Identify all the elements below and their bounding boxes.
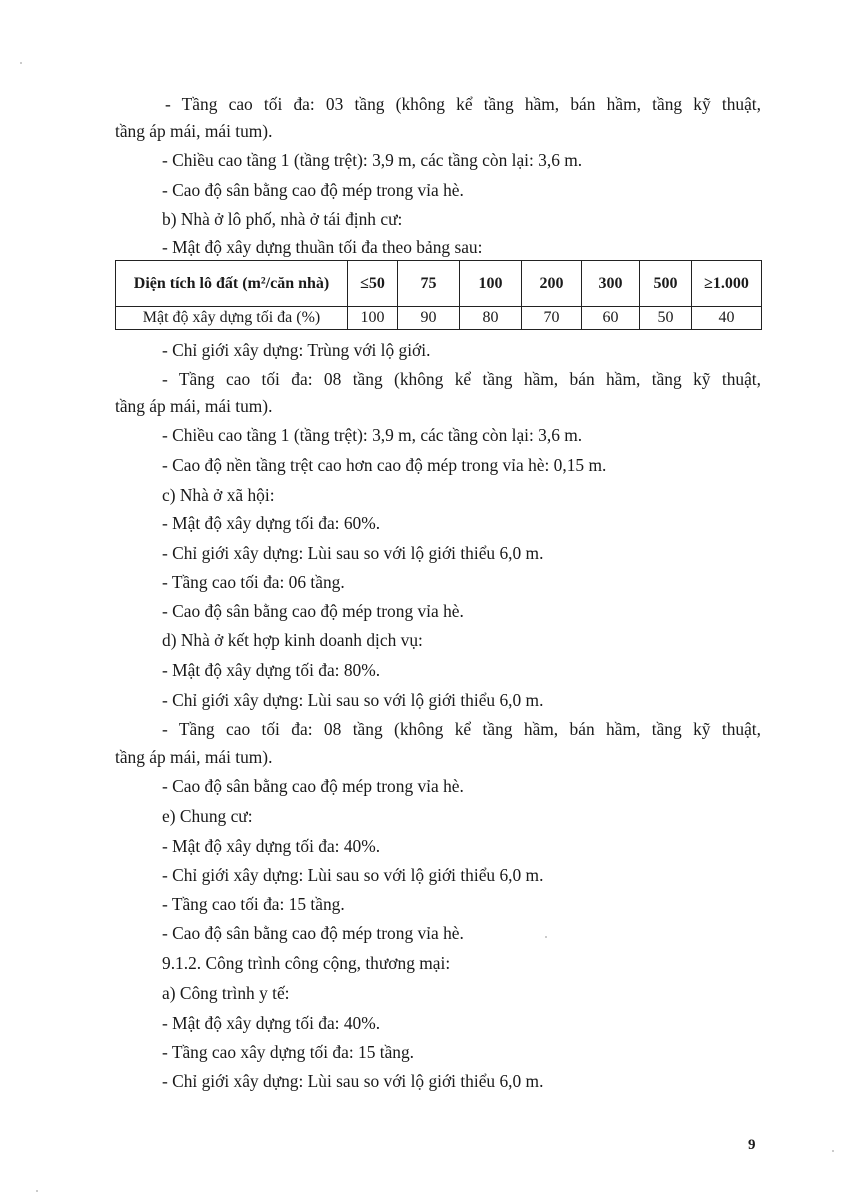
text-line: - Chỉ giới xây dựng: Lùi sau so với lộ giới thiểu 6,0 m. <box>162 865 544 885</box>
table-area-cell: 200 <box>522 261 582 307</box>
table-header-label: Diện tích lô đất (m²/căn nhà) <box>116 261 348 307</box>
text-line: b) Nhà ở lô phố, nhà ở tái định cư: <box>162 209 403 229</box>
text-line: - Cao độ sân bằng cao độ mép trong vỉa hè. <box>162 601 464 621</box>
text-line: - Chỉ giới xây dựng: Lùi sau so với lộ giới thiểu 6,0 m. <box>162 690 544 710</box>
text-line: tầng áp mái, mái tum). <box>115 747 273 767</box>
table-area-cell: ≤50 <box>348 261 398 307</box>
scan-speck <box>36 1190 38 1192</box>
text-line: - Mật độ xây dựng tối đa: 40%. <box>162 1013 381 1033</box>
table-area-cell: 300 <box>582 261 640 307</box>
text-line: - Cao độ sân bằng cao độ mép trong vỉa hè. <box>162 923 464 943</box>
text-line: - Mật độ xây dựng tối đa: 80%. <box>162 660 381 680</box>
table-row-label: Mật độ xây dựng tối đa (%) <box>116 307 348 330</box>
section-heading: 9.1.2. Công trình công cộng, thương mại: <box>162 953 451 973</box>
text-line: - Mật độ xây dựng tối đa: 40%. <box>162 836 381 856</box>
page-number: 9 <box>748 1137 756 1153</box>
table-area-cell: 100 <box>460 261 522 307</box>
text-line: - Chiều cao tầng 1 (tầng trệt): 3,9 m, các tầng còn lại: 3,6 m. <box>162 150 583 170</box>
text-line: - Mật độ xây dựng tối đa: 60%. <box>162 513 381 533</box>
text-line: - Tầng cao tối đa: 03 tầng (không kể tầng hầm, bán hầm, tầng kỹ thuật, <box>165 94 761 114</box>
text-line: c) Nhà ở xã hội: <box>162 485 275 505</box>
text-line: - Cao độ sân bằng cao độ mép trong vỉa hè. <box>162 180 464 200</box>
text-line: - Cao độ nền tầng trệt cao hơn cao độ mép trong vỉa hè: 0,15 m. <box>162 455 607 475</box>
text-line: - Cao độ sân bằng cao độ mép trong vỉa hè. <box>162 776 464 796</box>
text-line: - Chỉ giới xây dựng: Trùng với lộ giới. <box>162 340 431 360</box>
text-line: tầng áp mái, mái tum). <box>115 396 273 416</box>
scan-speck <box>832 1150 834 1152</box>
table-row <box>116 307 762 330</box>
text-line: - Tầng cao tối đa: 08 tầng (không kể tầng hầm, bán hầm, tầng kỹ thuật, <box>162 369 761 389</box>
scan-speck <box>545 936 547 938</box>
table-density-cell: 100 <box>348 307 398 330</box>
text-line: - Tầng cao xây dựng tối đa: 15 tầng. <box>162 1042 415 1062</box>
table-area-cell: 75 <box>398 261 460 307</box>
text-line: tầng áp mái, mái tum). <box>115 121 273 141</box>
text-line: d) Nhà ở kết hợp kinh doanh dịch vụ: <box>162 630 423 650</box>
text-line: - Chỉ giới xây dựng: Lùi sau so với lộ giới thiểu 6,0 m. <box>162 1071 544 1091</box>
table-density-cell: 50 <box>640 307 692 330</box>
text-line: - Tầng cao tối đa: 08 tầng (không kể tầng hầm, bán hầm, tầng kỹ thuật, <box>162 719 761 739</box>
table-density-cell: 90 <box>398 307 460 330</box>
scan-speck <box>20 62 22 64</box>
text-line: - Chỉ giới xây dựng: Lùi sau so với lộ giới thiểu 6,0 m. <box>162 543 544 563</box>
text-line: - Tầng cao tối đa: 06 tầng. <box>162 572 345 592</box>
table-density-cell: 80 <box>460 307 522 330</box>
text-line: - Chiều cao tầng 1 (tầng trệt): 3,9 m, các tầng còn lại: 3,6 m. <box>162 425 583 445</box>
density-table <box>115 260 762 330</box>
table-density-cell: 40 <box>692 307 762 330</box>
text-line: e) Chung cư: <box>162 806 253 826</box>
table-density-cell: 60 <box>582 307 640 330</box>
text-line: - Tầng cao tối đa: 15 tầng. <box>162 894 345 914</box>
table-density-cell: 70 <box>522 307 582 330</box>
table-area-cell: 500 <box>640 261 692 307</box>
text-line: a) Công trình y tế: <box>162 983 290 1003</box>
text-line: - Mật độ xây dựng thuần tối đa theo bảng sau: <box>162 237 483 257</box>
table-area-cell: ≥1.000 <box>692 261 762 307</box>
table-header-row <box>116 261 762 307</box>
